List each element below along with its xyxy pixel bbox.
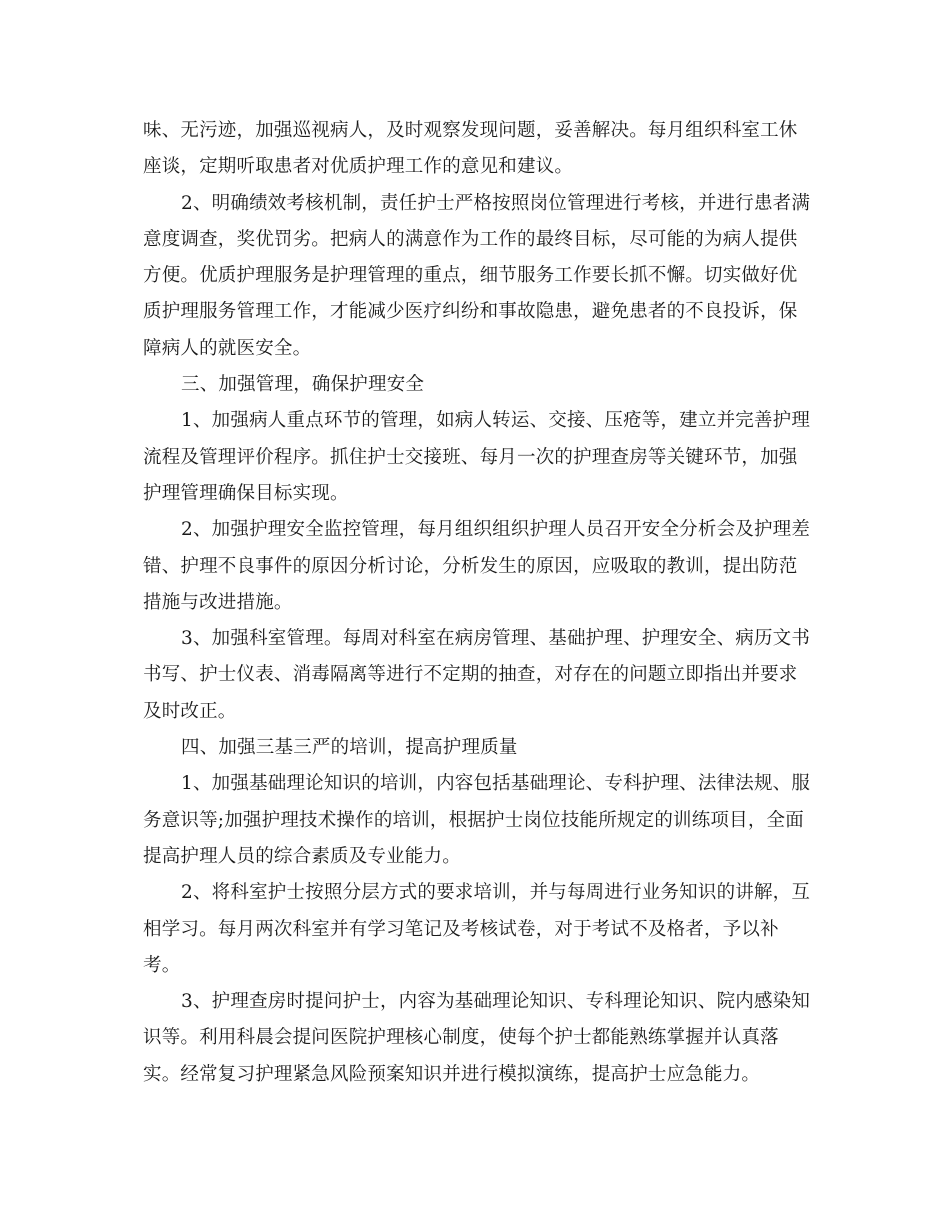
- text-line: 3、护理查房时提问护士，内容为基础理论知识、专科理论知识、院内感染知: [181, 991, 811, 1013]
- text-line: 2、加强护理安全监控管理，每月组织组织护理人员召开安全分析会及护理差: [181, 519, 811, 541]
- text-line: 识等。利用科晨会提问医院护理核心制度，使每个护士都能熟练掌握并认真落: [143, 1027, 779, 1049]
- section-heading-4: [143, 730, 813, 766]
- paragraph-ward-round-questions: [143, 984, 813, 1093]
- text-line: 2、将科室护士按照分层方式的要求培训，并与每周进行业务知识的讲解，互: [181, 882, 811, 904]
- text-line: 3、加强科室管理。每周对科室在病房管理、基础护理、护理安全、病历文书: [181, 628, 811, 650]
- text-line: 护理管理确保目标实现。: [143, 482, 349, 504]
- paragraph-key-links: [143, 403, 813, 512]
- text-line: 方便。优质护理服务是护理管理的重点，细节服务工作要长抓不懈。切实做好优: [143, 265, 798, 287]
- text-line: 错、护理不良事件的原因分析讨论，分析发生的原因，应吸取的教训，提出防范: [143, 555, 798, 577]
- paragraph-theory-training: [143, 766, 813, 875]
- text-line: 提高护理人员的综合素质及专业能力。: [143, 845, 461, 867]
- text-line: 2、明确绩效考核机制，责任护士严格按照岗位管理进行考核，并进行患者满: [181, 192, 811, 214]
- text-line: 1、加强病人重点环节的管理，如病人转运、交接、压疮等，建立并完善护理: [181, 410, 811, 432]
- text-line: 质护理服务管理工作，才能减少医疗纠纷和事故隐患，避免患者的不良投诉，保: [143, 301, 798, 323]
- text-line: 座谈，定期听取患者对优质护理工作的意见和建议。: [143, 156, 574, 178]
- paragraph-layered-training: [143, 875, 813, 984]
- paragraph-performance-assessment: [143, 186, 813, 367]
- text-line: 务意识等;加强护理技术操作的培训，根据护士岗位技能所规定的训练项目，全面: [143, 809, 804, 831]
- section-heading-3: [143, 367, 813, 403]
- text-line: 味、无污迹，加强巡视病人，及时观察发现问题，妥善解决。每月组织科室工休: [143, 120, 798, 141]
- text-line: 考。: [143, 954, 181, 976]
- text-line: 相学习。每月两次科室并有学习笔记及考核试卷，对于考试不及格者，予以补: [143, 918, 779, 940]
- document-body: [143, 113, 813, 1093]
- paragraph-department-management: [143, 621, 813, 730]
- text-line: 实。经常复习护理紧急风险预案知识并进行模拟演练，提高护士应急能力。: [143, 1063, 761, 1085]
- paragraph-continuation: [143, 113, 813, 186]
- text-line: 流程及管理评价程序。抓住护士交接班、每月一次的护理查房等关键环节，加强: [143, 446, 798, 468]
- text-line: 意度调查，奖优罚劣。把病人的满意作为工作的最终目标，尽可能的为病人提供: [143, 228, 798, 250]
- section-heading: 四、加强三基三严的培训，提高护理质量: [181, 737, 518, 759]
- text-line: 书写、护士仪表、消毒隔离等进行不定期的抽查，对存在的问题立即指出并要求: [143, 664, 798, 686]
- text-line: 1、加强基础理论知识的培训，内容包括基础理论、专科护理、法律法规、服: [181, 773, 811, 795]
- text-line: 障病人的就医安全。: [143, 337, 312, 359]
- section-heading: 三、加强管理，确保护理安全: [181, 374, 425, 396]
- text-line: 及时改正。: [143, 700, 237, 722]
- paragraph-safety-monitoring: [143, 512, 813, 621]
- text-line: 措施与改进措施。: [143, 591, 293, 613]
